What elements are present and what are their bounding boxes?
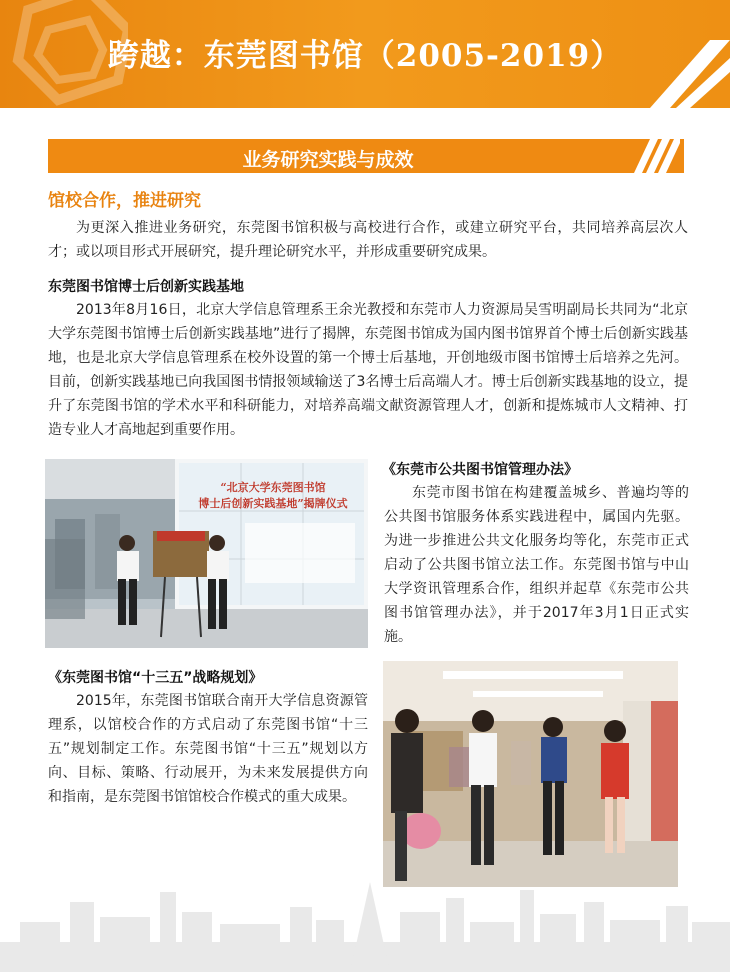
library-visit-photo [383,661,678,887]
section-title-bar [48,139,684,173]
regulation-paragraph: 东莞市图书馆在构建覆盖城乡、普遍均等的公共图书馆服务体系实践进程中，属国内先驱。为进一步推进公共文化服务均等化，东莞市正式启动了公共图书馆立法工作。东莞图书馆与中山大学资讯管理系合作，组织并起草《东莞市公共图书馆管理办法》，并于2017年3月1日正式实施。 [384,485,689,645]
section-stripes-decoration [620,139,680,173]
header-stripes-decoration [640,40,730,108]
subsection-heading: 馆校合作，推进研究 [48,191,201,211]
regulation-heading: 《东莞市公共图书馆管理办法》 [382,462,578,478]
screen-text-line2: 博士后创新实践基地”揭牌仪式 [198,497,348,510]
ceremony-scene-image [45,459,368,648]
postdoc-paragraph: 2013年8月16日，北京大学信息管理系王余光教授和东莞市人力资源局吴雪明副局长共同为“北京大学东莞图书馆博士后创新实践基地”进行了揭牌，东莞图书馆成为国内图书馆界首个博士后创新实践基地，也是北京大学信息管理系在校外设置的第一个博士后基地，开创地级市图书馆博士后培养之先河。目前，创新实践基地已向我国图书情报领域输送了3名博士后高端人才。博士后创新实践基地的设立，提升了东莞图书馆的学术水平和科研能力，对培养高端文献资源管理人才，创新和提炼城市人文精神、打造专业人才高地起到重要作用。 [48,302,688,438]
plan-paragraph: 2015年，东莞图书馆联合南开大学信息资源管理系，以馆校合作的方式启动了东莞图书馆“十三五”规划制定工作。东莞图书馆“十三五”规划以方向、目标、策略、行动展开，为未来发展提供方向和指南，是东莞图书馆馆校合作模式的重大成果。 [48,693,368,805]
plan-heading: 《东莞图书馆“十三五”战略规划》 [48,670,263,686]
city-skyline-decoration [0,862,730,972]
screen-text-line1: “北京大学东莞图书馆 [220,481,326,494]
intro-paragraph: 为更深入推进业务研究，东莞图书馆积极与高校进行合作，或建立研究平台，共同培养高层次人才；或以项目形式开展研究，提升理论研究水平，并形成重要研究成果。 [48,220,688,260]
section-title: 业务研究实践与成效 [242,149,414,171]
unveiling-ceremony-photo [45,459,368,648]
page-header [0,0,730,108]
postdoc-heading: 东莞图书馆博士后创新实践基地 [48,279,244,295]
page-title: 跨越：东莞图书馆（2005-2019） [107,38,623,74]
visit-scene-image [383,661,678,887]
